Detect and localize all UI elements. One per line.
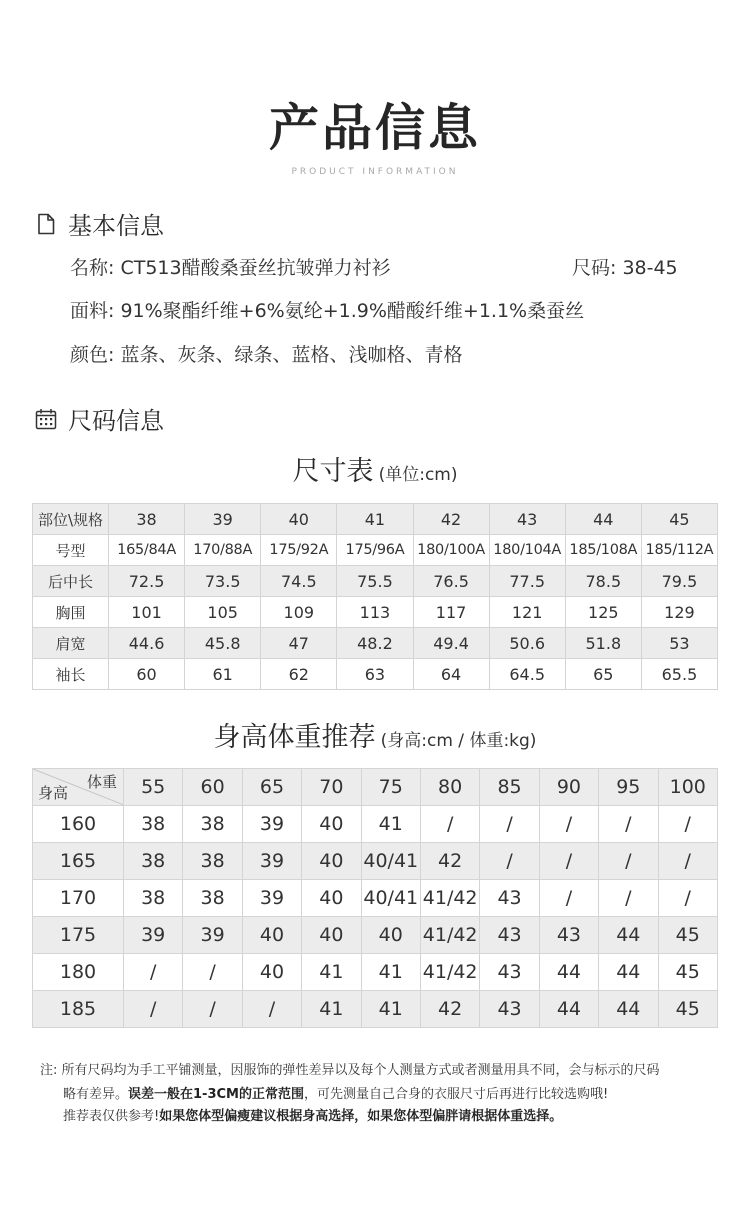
- rec-table-row: [33, 843, 718, 880]
- size-table-cell: 180/100A: [413, 535, 489, 566]
- rec-table-cell: /: [480, 806, 539, 843]
- size-table-cell: 62: [261, 659, 337, 690]
- size-table-unit: (单位:cm): [378, 465, 458, 485]
- size-table-cell: 185/108A: [565, 535, 641, 566]
- size-table-cell: 165/84A: [109, 535, 185, 566]
- weight-header-cell: 90: [539, 769, 598, 806]
- size-table-cell: 121: [489, 597, 565, 628]
- rec-table-cell: /: [599, 880, 658, 917]
- rec-table-cell: /: [183, 954, 242, 991]
- size-table-cell: 48.2: [337, 628, 413, 659]
- note-line-3: [63, 1105, 562, 1124]
- rec-table-cell: 43: [539, 917, 598, 954]
- rec-table-cell: 41: [361, 991, 420, 1028]
- height-row-label: 175: [33, 917, 124, 954]
- size-table-row: [33, 566, 718, 597]
- rec-table-cell: /: [539, 880, 598, 917]
- size-table-cell: 76.5: [413, 566, 489, 597]
- size-table-row: [33, 597, 718, 628]
- note-line-2: [63, 1083, 608, 1102]
- size-header-cell: 44: [565, 504, 641, 535]
- rec-table-row: [33, 917, 718, 954]
- rec-table-cell: 40: [361, 917, 420, 954]
- size-table-cell: 175/92A: [261, 535, 337, 566]
- basic-info-heading: [34, 206, 164, 241]
- rec-table-cell: /: [183, 991, 242, 1028]
- size-table-cell: 78.5: [565, 566, 641, 597]
- weight-header-cell: 75: [361, 769, 420, 806]
- size-header-cell: 41: [337, 504, 413, 535]
- size-table-cell: 47: [261, 628, 337, 659]
- size-table-cell: 65: [565, 659, 641, 690]
- size-table-cell: 45.8: [185, 628, 261, 659]
- rec-table-row: [33, 880, 718, 917]
- size-row-label: 胸围: [33, 597, 109, 628]
- corner-weight-label: 体重: [86, 773, 117, 791]
- weight-header-cell: 100: [658, 769, 717, 806]
- rec-table-cell: 44: [599, 917, 658, 954]
- height-weight-table: [32, 768, 718, 1028]
- size-table-cell: 60: [109, 659, 185, 690]
- weight-header-cell: 70: [302, 769, 361, 806]
- weight-header-cell: 80: [420, 769, 479, 806]
- size-table-cell: 74.5: [261, 566, 337, 597]
- rec-table-cell: 39: [124, 917, 183, 954]
- size-header-cell: 40: [261, 504, 337, 535]
- rec-table-cell: 44: [599, 954, 658, 991]
- rec-table-row: [33, 806, 718, 843]
- size-table-cell: 53: [641, 628, 717, 659]
- size-table-cell: 49.4: [413, 628, 489, 659]
- rec-table-cell: 38: [124, 843, 183, 880]
- note-line-3-b: 如果您体型偏瘦建议根据身高选择，如果您体型偏胖请根据体重选择。: [159, 1109, 563, 1124]
- height-row-label: 165: [33, 843, 124, 880]
- size-row-label: 号型: [33, 535, 109, 566]
- height-row-label: 180: [33, 954, 124, 991]
- rec-table-cell: 42: [420, 843, 479, 880]
- rec-table-cell: /: [420, 806, 479, 843]
- rec-table-cell: 45: [658, 917, 717, 954]
- size-header-cell: 42: [413, 504, 489, 535]
- note-line-2-b: 误差一般在1-3CM的正常范围: [128, 1087, 304, 1102]
- note-line-2-c: ，可先测量自己合身的衣服尺寸后再进行比较选购哦!: [303, 1087, 609, 1102]
- size-table-cell: 170/88A: [185, 535, 261, 566]
- rec-table-cell: 41: [302, 954, 361, 991]
- page-subtitle: PRODUCT INFORMATION: [291, 167, 459, 177]
- rec-table-cell: 43: [480, 991, 539, 1028]
- weight-header-cell: 65: [242, 769, 301, 806]
- rec-table-corner: [33, 769, 124, 806]
- rec-table-cell: 40: [302, 880, 361, 917]
- size-table-cell: 64: [413, 659, 489, 690]
- size-table-cell: 125: [565, 597, 641, 628]
- note-line-2-a: 略有差异。: [63, 1087, 129, 1102]
- size-table-header-row: [33, 504, 718, 535]
- corner-height-label: 身高: [38, 784, 69, 802]
- rec-table-cell: /: [599, 806, 658, 843]
- size-table-cell: 113: [337, 597, 413, 628]
- size-row-label: 后中长: [33, 566, 109, 597]
- size-header-cell: 45: [641, 504, 717, 535]
- size-row-label: 肩宽: [33, 628, 109, 659]
- rec-table-cell: 40: [302, 917, 361, 954]
- size-table-cell: 105: [185, 597, 261, 628]
- size-table-cell: 101: [109, 597, 185, 628]
- product-colors: 颜色: 蓝条、灰条、绿条、蓝格、浅咖格、青格: [70, 344, 463, 366]
- size-table-cell: 65.5: [641, 659, 717, 690]
- size-table-cell: 77.5: [489, 566, 565, 597]
- rec-table-cell: 43: [480, 954, 539, 991]
- rec-table-cell: 44: [599, 991, 658, 1028]
- rec-table-cell: /: [539, 843, 598, 880]
- rec-table-cell: 45: [658, 991, 717, 1028]
- rec-table-cell: 41/42: [420, 880, 479, 917]
- rec-table-cell: 39: [242, 806, 301, 843]
- rec-table-cell: /: [599, 843, 658, 880]
- basic-info-title: 基本信息: [68, 212, 164, 240]
- rec-table-cell: /: [242, 991, 301, 1028]
- rec-table-cell: 41: [302, 991, 361, 1028]
- rec-table-cell: 39: [183, 917, 242, 954]
- rec-table-heading: 身高体重推荐: [213, 722, 376, 753]
- rec-table-cell: /: [124, 991, 183, 1028]
- document-icon: [34, 212, 58, 236]
- size-table-cell: 50.6: [489, 628, 565, 659]
- rec-table-cell: 40: [242, 917, 301, 954]
- rec-table-cell: 38: [183, 880, 242, 917]
- rec-table-cell: /: [539, 806, 598, 843]
- size-table-heading: 尺寸表: [292, 456, 374, 487]
- note-line-3-a: 推荐表仅供参考!: [63, 1109, 160, 1124]
- weight-header-cell: 60: [183, 769, 242, 806]
- size-info-heading: [34, 401, 164, 436]
- weight-header-cell: 95: [599, 769, 658, 806]
- size-table-cell: 73.5: [185, 566, 261, 597]
- rec-table-cell: 41/42: [420, 954, 479, 991]
- rec-table-cell: 43: [480, 880, 539, 917]
- rec-table-cell: 38: [183, 806, 242, 843]
- size-table-cell: 72.5: [109, 566, 185, 597]
- rec-table-cell: 42: [420, 991, 479, 1028]
- rec-table-cell: 40: [302, 843, 361, 880]
- size-header-cell: 39: [185, 504, 261, 535]
- size-table-cell: 51.8: [565, 628, 641, 659]
- rec-table-cell: 39: [242, 880, 301, 917]
- size-table-cell: 75.5: [337, 566, 413, 597]
- size-row-label: 袖长: [33, 659, 109, 690]
- size-table-cell: 44.6: [109, 628, 185, 659]
- rec-table-cell: 38: [183, 843, 242, 880]
- size-table-cell: 117: [413, 597, 489, 628]
- rec-table-cell: 38: [124, 880, 183, 917]
- rec-table-cell: 38: [124, 806, 183, 843]
- size-header-cell: 43: [489, 504, 565, 535]
- weight-header-cell: 85: [480, 769, 539, 806]
- rec-table-title: [0, 715, 750, 754]
- rec-table-cell: 41: [361, 806, 420, 843]
- rec-table-cell: 44: [539, 954, 598, 991]
- rec-table-cell: /: [480, 843, 539, 880]
- rec-table-cell: 43: [480, 917, 539, 954]
- rec-table-cell: 41/42: [420, 917, 479, 954]
- size-table-cell: 109: [261, 597, 337, 628]
- size-table-title: [0, 449, 750, 488]
- size-table: [32, 503, 718, 690]
- size-table-row: [33, 659, 718, 690]
- rec-table-cell: 40: [242, 954, 301, 991]
- product-fabric: 面料: 91%聚酯纤维+6%氨纶+1.9%醋酸纤维+1.1%桑蚕丝: [70, 300, 585, 322]
- size-table-row: [33, 535, 718, 566]
- size-header-cell: 38: [109, 504, 185, 535]
- height-row-label: 185: [33, 991, 124, 1028]
- rec-table-cell: /: [124, 954, 183, 991]
- rec-table-row: [33, 954, 718, 991]
- size-table-cell: 79.5: [641, 566, 717, 597]
- height-row-label: 160: [33, 806, 124, 843]
- rec-table-cell: 39: [242, 843, 301, 880]
- size-table-cell: 175/96A: [337, 535, 413, 566]
- size-info-title: 尺码信息: [68, 407, 164, 435]
- rec-table-cell: 40: [302, 806, 361, 843]
- rec-table-unit: (身高:cm / 体重:kg): [380, 731, 537, 751]
- calendar-icon: [34, 407, 58, 431]
- weight-header-cell: 55: [124, 769, 183, 806]
- rec-table-cell: /: [658, 843, 717, 880]
- size-table-cell: 64.5: [489, 659, 565, 690]
- height-row-label: 170: [33, 880, 124, 917]
- rec-table-cell: 45: [658, 954, 717, 991]
- rec-table-cell: 40/41: [361, 880, 420, 917]
- size-table-cell: 180/104A: [489, 535, 565, 566]
- page-title: 产品信息: [269, 99, 481, 157]
- rec-table-header-row: [33, 769, 718, 806]
- rec-table-cell: 44: [539, 991, 598, 1028]
- product-size-range: 尺码: 38-45: [572, 257, 678, 279]
- size-table-cell: 129: [641, 597, 717, 628]
- size-table-row: [33, 628, 718, 659]
- note-line-1: 注: 所有尺码均为手工平铺测量，因服饰的弹性差异以及每个人测量方式或者测量用具不同，会与标示的尺码: [40, 1063, 660, 1078]
- size-table-cell: 61: [185, 659, 261, 690]
- rec-table-cell: /: [658, 806, 717, 843]
- rec-table-cell: /: [658, 880, 717, 917]
- size-table-cell: 185/112A: [641, 535, 717, 566]
- product-name: 名称: CT513醋酸桑蚕丝抗皱弹力衬衫: [70, 257, 391, 279]
- rec-table-cell: 40/41: [361, 843, 420, 880]
- rec-table-cell: 41: [361, 954, 420, 991]
- rec-table-row: [33, 991, 718, 1028]
- size-table-cell: 63: [337, 659, 413, 690]
- size-table-corner: 部位\规格: [33, 504, 109, 535]
